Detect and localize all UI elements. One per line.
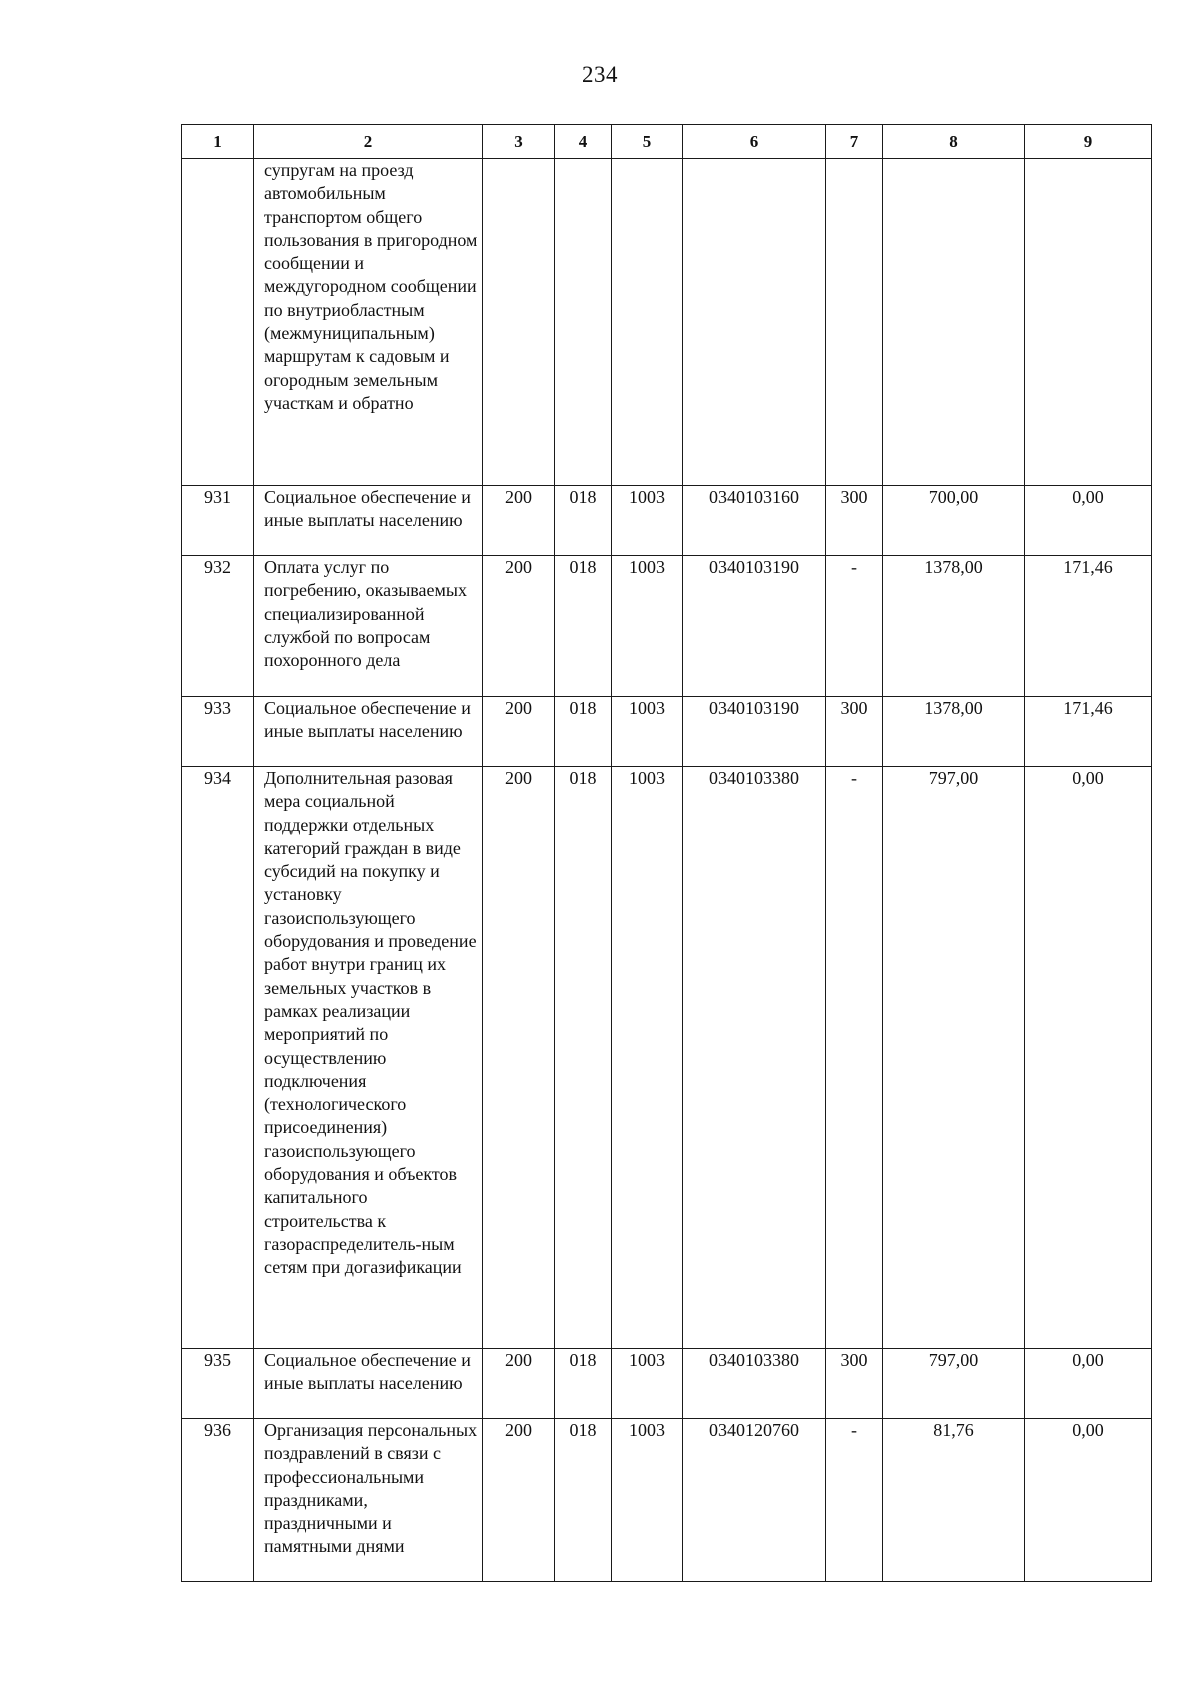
table-row	[182, 159, 1152, 486]
cell-col6: 0340103380	[683, 767, 826, 1349]
cell-col5: 1003	[612, 486, 683, 556]
cell-col9: 0,00	[1025, 767, 1152, 1349]
cell-col3: 200	[483, 486, 555, 556]
cell-col9: 0,00	[1025, 1349, 1152, 1419]
row-description: Организация персональных поздравлений в связи с профессиональными праздниками, праздничными и памятными днями	[254, 1419, 483, 1582]
table-row	[182, 697, 1152, 767]
cell-col6: 0340120760	[683, 1419, 826, 1582]
cell-col5	[612, 159, 683, 486]
cell-col4: 018	[555, 556, 612, 697]
cell-col9: 0,00	[1025, 486, 1152, 556]
row-description: супругам на проезд автомобильным транспортом общего пользования в пригородном сообщении и междугородном сообщении по внутриобластным (межмуниципальным) маршрутам к садовым и огородным земельным участкам и обратно	[254, 159, 483, 486]
row-description: Социальное обеспечение и иные выплаты населению	[254, 1349, 483, 1419]
cell-col6: 0340103190	[683, 556, 826, 697]
row-description: Оплата услуг по погребению, оказываемых специализированной службой по вопросам похоронного дела	[254, 556, 483, 697]
cell-col5: 1003	[612, 767, 683, 1349]
cell-col3: 200	[483, 697, 555, 767]
cell-col4: 018	[555, 1419, 612, 1582]
row-description: Социальное обеспечение и иные выплаты населению	[254, 697, 483, 767]
cell-col3	[483, 159, 555, 486]
cell-col8: 700,00	[883, 486, 1025, 556]
row-number: 936	[182, 1419, 254, 1582]
table-row	[182, 1419, 1152, 1582]
cell-col4: 018	[555, 486, 612, 556]
row-number: 933	[182, 697, 254, 767]
cell-col4: 018	[555, 1349, 612, 1419]
column-header: 2	[254, 125, 483, 159]
column-header: 7	[826, 125, 883, 159]
column-header: 5	[612, 125, 683, 159]
row-number: 931	[182, 486, 254, 556]
cell-col4: 018	[555, 697, 612, 767]
column-header: 9	[1025, 125, 1152, 159]
page-number: 234	[582, 62, 618, 87]
row-description: Социальное обеспечение и иные выплаты населению	[254, 486, 483, 556]
column-header: 4	[555, 125, 612, 159]
row-description: Дополнительная разовая мера социальной поддержки отдельных категорий граждан в виде субсидий на покупку и установку газоиспользующего оборудования и проведение работ внутри границ их земельных участков в рамках реализации мероприятий по осуществлению подключения (технологического присоединения) газоиспользующего оборудования и объектов капитального строительства к газораспределитель-ным сетям при догазификации	[254, 767, 483, 1349]
cell-col8: 81,76	[883, 1419, 1025, 1582]
column-header: 8	[883, 125, 1025, 159]
row-number	[182, 159, 254, 486]
row-number: 934	[182, 767, 254, 1349]
column-header: 6	[683, 125, 826, 159]
cell-col5: 1003	[612, 1349, 683, 1419]
cell-col7: -	[826, 1419, 883, 1582]
cell-col8	[883, 159, 1025, 486]
cell-col9: 0,00	[1025, 1419, 1152, 1582]
column-header: 3	[483, 125, 555, 159]
cell-col5: 1003	[612, 697, 683, 767]
table-header-row	[182, 125, 1152, 159]
budget-table	[181, 124, 1152, 1582]
cell-col3: 200	[483, 767, 555, 1349]
cell-col7	[826, 159, 883, 486]
table-row	[182, 486, 1152, 556]
cell-col8: 797,00	[883, 1349, 1025, 1419]
row-number: 935	[182, 1349, 254, 1419]
cell-col5: 1003	[612, 556, 683, 697]
cell-col3: 200	[483, 1349, 555, 1419]
cell-col7: 300	[826, 697, 883, 767]
cell-col3: 200	[483, 556, 555, 697]
cell-col7: 300	[826, 486, 883, 556]
cell-col6: 0340103190	[683, 697, 826, 767]
cell-col6	[683, 159, 826, 486]
row-number: 932	[182, 556, 254, 697]
column-header: 1	[182, 125, 254, 159]
cell-col7: 300	[826, 1349, 883, 1419]
cell-col4: 018	[555, 767, 612, 1349]
cell-col9: 171,46	[1025, 556, 1152, 697]
table-row	[182, 1349, 1152, 1419]
cell-col9: 171,46	[1025, 697, 1152, 767]
cell-col6: 0340103160	[683, 486, 826, 556]
cell-col8: 1378,00	[883, 697, 1025, 767]
cell-col3: 200	[483, 1419, 555, 1582]
cell-col8: 797,00	[883, 767, 1025, 1349]
cell-col7: -	[826, 767, 883, 1349]
cell-col6: 0340103380	[683, 1349, 826, 1419]
cell-col8: 1378,00	[883, 556, 1025, 697]
table-row	[182, 767, 1152, 1349]
cell-col4	[555, 159, 612, 486]
table-row	[182, 556, 1152, 697]
cell-col7: -	[826, 556, 883, 697]
cell-col9	[1025, 159, 1152, 486]
cell-col5: 1003	[612, 1419, 683, 1582]
